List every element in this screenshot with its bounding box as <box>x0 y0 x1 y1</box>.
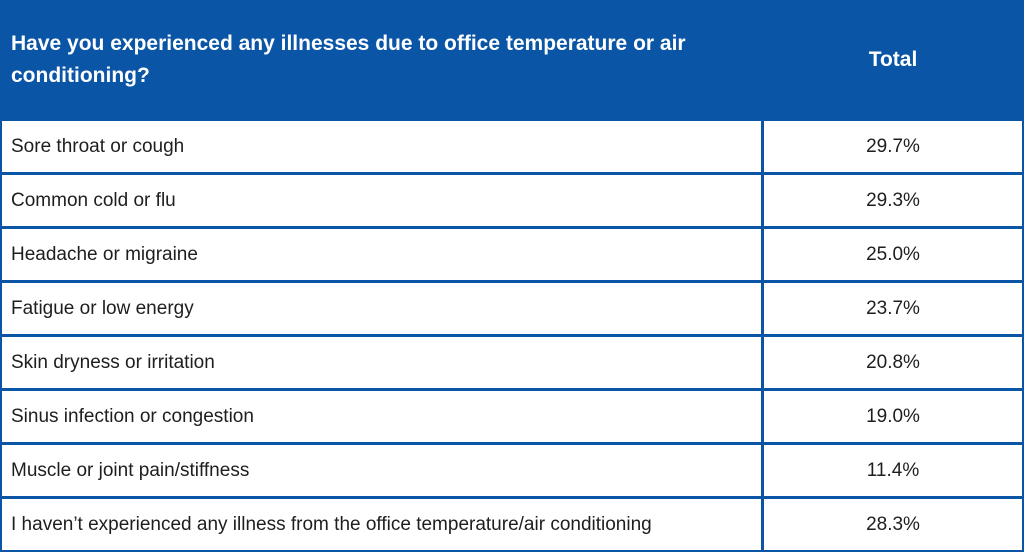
row-label: Sore throat or cough <box>2 118 764 172</box>
row-label: Headache or migraine <box>2 226 764 280</box>
row-label: I haven’t experienced any illness from the office temperature/air conditioning <box>2 496 764 550</box>
table-row <box>2 280 1022 334</box>
table-row <box>2 388 1022 442</box>
survey-table <box>2 2 1022 550</box>
row-label: Fatigue or low energy <box>2 280 764 334</box>
row-value: 19.0% <box>764 388 1022 442</box>
table-row <box>2 118 1022 172</box>
header-row <box>2 2 1022 118</box>
table-row <box>2 226 1022 280</box>
table-row <box>2 442 1022 496</box>
row-label: Sinus infection or congestion <box>2 388 764 442</box>
row-label: Common cold or flu <box>2 172 764 226</box>
table-row <box>2 172 1022 226</box>
row-value: 11.4% <box>764 442 1022 496</box>
row-value: 20.8% <box>764 334 1022 388</box>
row-value: 28.3% <box>764 496 1022 550</box>
row-value: 29.7% <box>764 118 1022 172</box>
total-header: Total <box>764 2 1022 118</box>
table-row <box>2 334 1022 388</box>
table-row <box>2 496 1022 550</box>
row-value: 29.3% <box>764 172 1022 226</box>
row-value: 25.0% <box>764 226 1022 280</box>
question-header: Have you experienced any illnesses due to office temperature or air conditioning? <box>2 2 764 118</box>
row-label: Muscle or joint pain/stiffness <box>2 442 764 496</box>
row-label: Skin dryness or irritation <box>2 334 764 388</box>
row-value: 23.7% <box>764 280 1022 334</box>
